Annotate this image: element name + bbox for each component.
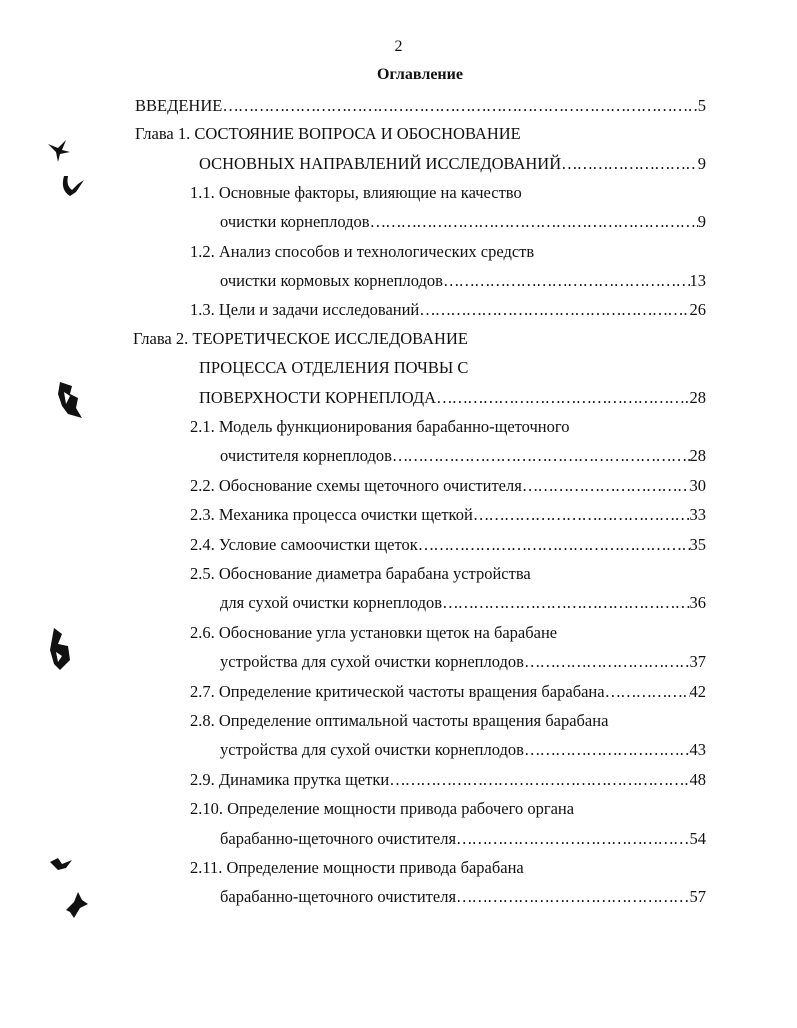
toc-entry-text: 2.3. Механика процесса очистки щеткой: [190, 505, 473, 524]
scan-artifact-icon: [46, 626, 76, 672]
toc-entry-page: 13: [689, 271, 706, 290]
toc-line: [190, 183, 522, 203]
toc-entry-text: для сухой очистки корнеплодов: [220, 593, 443, 612]
toc-entry-page: 42: [689, 682, 706, 701]
scan-artifact-icon: [58, 170, 88, 202]
page-number: 2: [394, 38, 403, 55]
toc-line: [220, 652, 706, 672]
toc-entry-text: 2.8. Определение оптимальной частоты вращения барабана: [190, 711, 609, 730]
toc-entry-page: 54: [689, 829, 706, 848]
toc-entry-text: Глава 1. СОСТОЯНИЕ ВОПРОСА И ОБОСНОВАНИЕ: [135, 124, 521, 143]
toc-entry-text: 1.1. Основные факторы, влияющие на качество: [190, 183, 522, 202]
toc-line: [190, 300, 706, 320]
scan-artifact-icon: [62, 888, 90, 920]
toc-line: [190, 711, 608, 731]
toc-entry-text: 2.10. Определение мощности привода рабочего органа: [190, 799, 575, 818]
toc-entry-text: 2.9. Динамика прутка щетки: [190, 770, 390, 789]
toc-line: [190, 623, 557, 643]
scan-artifact-icon: [48, 852, 74, 874]
toc-line: [220, 446, 706, 466]
toc-entry-text: очистки корнеплодов: [220, 212, 370, 231]
toc-line: [220, 593, 706, 613]
toc-entry-text: ОСНОВНЫХ НАПРАВЛЕНИЙ ИССЛЕДОВАНИЙ: [199, 154, 562, 173]
toc-entry-page: 37: [689, 652, 706, 671]
toc-entry-text: ВВЕДЕНИЕ: [135, 96, 223, 115]
toc-line: [135, 96, 706, 116]
toc-line: [190, 858, 524, 878]
toc-line: [135, 124, 521, 144]
toc-line: [190, 417, 569, 437]
toc-entry-text: 2.4. Условие самоочистки щеток: [190, 535, 418, 554]
toc-line: [190, 682, 706, 702]
toc-line: [190, 242, 534, 262]
toc-entry-text: ПОВЕРХНОСТИ КОРНЕПЛОДА: [199, 388, 437, 407]
toc-entry-page: 30: [689, 476, 706, 495]
toc-entry-text: барабанно-щеточного очистителя: [220, 829, 457, 848]
toc-entry-text: 2.1. Модель функционирования барабанно-щеточного: [190, 417, 570, 436]
toc-line: [190, 770, 706, 790]
toc-entry-text: 2.5. Обоснование диаметра барабана устройства: [190, 564, 531, 583]
toc-entry-text: 2.2. Обоснование схемы щеточного очистителя: [190, 476, 522, 495]
toc-line: [220, 829, 706, 849]
toc-title: Оглавление: [377, 66, 463, 83]
toc-entry-text: очистителя корнеплодов: [220, 446, 392, 465]
toc-entry-text: устройства для сухой очистки корнеплодов: [220, 652, 524, 671]
toc-line: [220, 212, 706, 232]
scan-artifact-icon: [52, 378, 88, 422]
toc-line: [190, 476, 706, 496]
toc-entry-page: 48: [689, 770, 706, 789]
toc-entry-page: 57: [689, 887, 706, 906]
toc-line: [190, 535, 706, 555]
toc-entry-page: 28: [689, 388, 706, 407]
toc-entry-page: 28: [689, 446, 706, 465]
toc-line: [220, 740, 706, 760]
toc-entry-text: 1.2. Анализ способов и технологических средств: [190, 242, 535, 261]
toc-entry-text: 2.7. Определение критической частоты вращения барабана: [190, 682, 605, 701]
toc-entry-page: 35: [689, 535, 706, 554]
toc-line: [220, 271, 706, 291]
toc-line: [133, 329, 468, 349]
toc-entry-page: 5: [697, 96, 706, 115]
toc-line: [190, 799, 574, 819]
toc-entry-text: 2.11. Определение мощности привода барабана: [190, 858, 524, 877]
toc-entry-text: барабанно-щеточного очистителя: [220, 887, 457, 906]
toc-entry-text: устройства для сухой очистки корнеплодов: [220, 740, 524, 759]
toc-line: [220, 887, 706, 907]
toc-entry-page: 33: [689, 505, 706, 524]
scan-artifact-icon: [44, 134, 74, 164]
toc-entry-page: 9: [697, 212, 706, 231]
toc-entry-text: Глава 2. ТЕОРЕТИЧЕСКОЕ ИССЛЕДОВАНИЕ: [133, 329, 468, 348]
toc-line: [199, 154, 706, 174]
toc-line: [190, 505, 706, 525]
toc-entry-text: 1.3. Цели и задачи исследований: [190, 300, 420, 319]
toc-line: [199, 388, 706, 408]
toc-entry-page: 26: [689, 300, 706, 319]
toc-entry-page: 43: [689, 740, 706, 759]
toc-line: [199, 358, 468, 378]
toc-entry-page: 9: [697, 154, 706, 173]
toc-entry-text: ПРОЦЕССА ОТДЕЛЕНИЯ ПОЧВЫ С: [199, 358, 469, 377]
toc-entry-text: очистки кормовых корнеплодов: [220, 271, 443, 290]
toc-entry-page: 36: [689, 593, 706, 612]
toc-line: [190, 564, 531, 584]
toc-entry-text: 2.6. Обоснование угла установки щеток на барабане: [190, 623, 558, 642]
